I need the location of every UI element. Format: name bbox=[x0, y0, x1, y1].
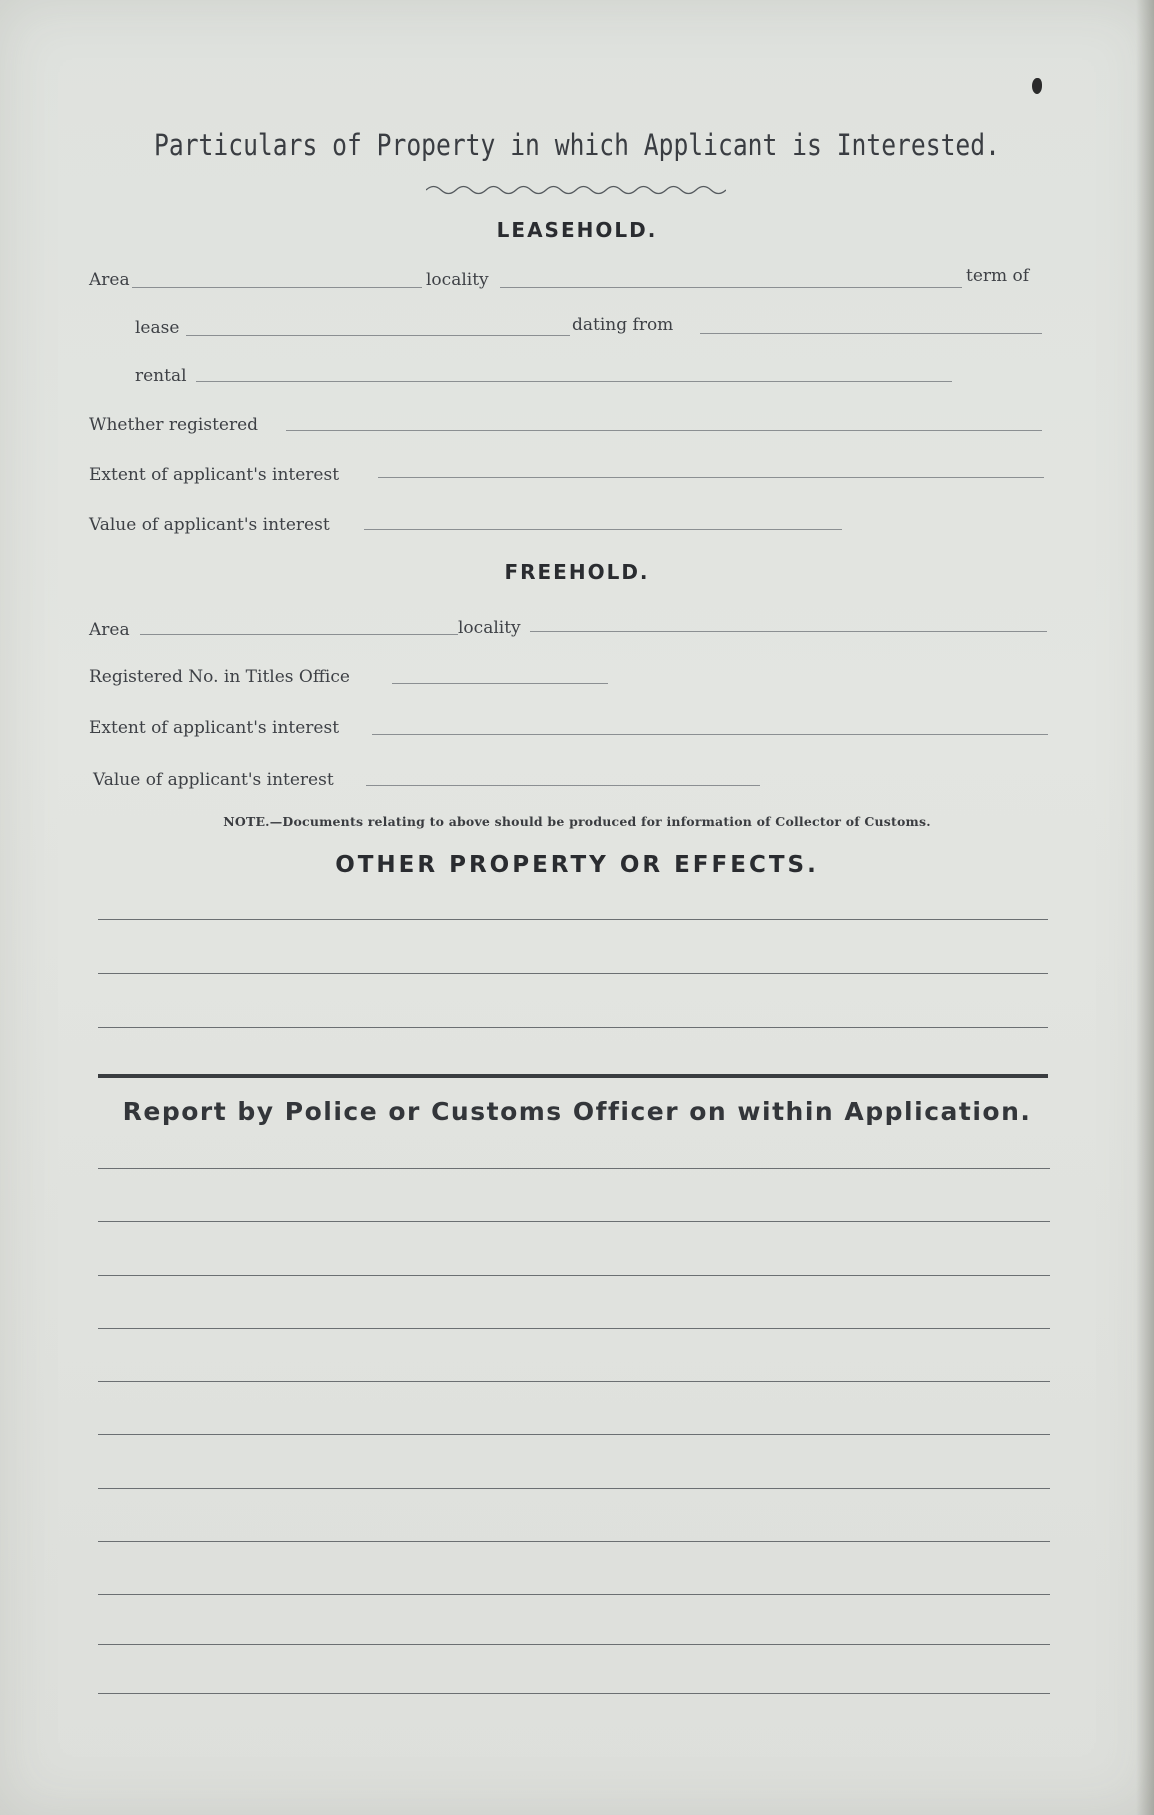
free-area-label: Area bbox=[89, 620, 130, 640]
lease-rental-line[interactable] bbox=[196, 381, 952, 382]
lease-extent-label: Extent of applicant's interest bbox=[89, 465, 340, 485]
lease-registered-label: Whether registered bbox=[89, 415, 259, 435]
lease-term-label: term of bbox=[966, 266, 1030, 286]
lease-dating-label: dating from bbox=[572, 315, 674, 335]
report-line[interactable] bbox=[98, 1434, 1050, 1435]
lease-lease-label: lease bbox=[135, 318, 180, 338]
other-line[interactable] bbox=[98, 919, 1048, 920]
customs-note: NOTE.—Documents relating to above should be produced for information of Collector of Customs. bbox=[223, 814, 931, 829]
free-extent-line[interactable] bbox=[372, 734, 1048, 735]
section-divider bbox=[98, 1074, 1048, 1078]
lease-area-line[interactable] bbox=[132, 287, 422, 288]
title-flourish bbox=[426, 182, 726, 196]
free-value-label: Value of applicant's interest bbox=[93, 770, 334, 790]
ink-mark bbox=[1032, 78, 1042, 94]
report-line[interactable] bbox=[98, 1541, 1050, 1542]
free-locality-label: locality bbox=[458, 618, 521, 638]
report-line[interactable] bbox=[98, 1275, 1050, 1276]
free-area-line[interactable] bbox=[140, 634, 458, 635]
lease-rental-label: rental bbox=[135, 366, 187, 386]
lease-value-line[interactable] bbox=[364, 529, 842, 530]
report-heading: Report by Police or Customs Officer on within Application. bbox=[122, 1097, 1032, 1126]
lease-lease-line[interactable] bbox=[186, 335, 570, 336]
free-value-line[interactable] bbox=[366, 785, 760, 786]
report-line[interactable] bbox=[98, 1381, 1050, 1382]
lease-extent-line[interactable] bbox=[378, 477, 1044, 478]
other-line[interactable] bbox=[98, 973, 1048, 974]
report-line[interactable] bbox=[98, 1328, 1050, 1329]
report-line[interactable] bbox=[98, 1168, 1050, 1169]
report-line[interactable] bbox=[98, 1594, 1050, 1595]
free-registered-label: Registered No. in Titles Office bbox=[89, 667, 350, 687]
page-title: Particulars of Property in which Applicant is Interested. bbox=[154, 128, 1000, 162]
lease-value-label: Value of applicant's interest bbox=[89, 515, 330, 535]
free-registered-line[interactable] bbox=[392, 683, 608, 684]
lease-locality-label: locality bbox=[426, 270, 489, 290]
other-property-heading: OTHER PROPERTY OR EFFECTS. bbox=[335, 852, 819, 878]
lease-area-label: Area bbox=[89, 270, 130, 290]
other-line[interactable] bbox=[98, 1027, 1048, 1028]
report-line[interactable] bbox=[98, 1488, 1050, 1489]
free-extent-label: Extent of applicant's interest bbox=[89, 718, 340, 738]
lease-dating-line[interactable] bbox=[700, 333, 1042, 334]
report-line[interactable] bbox=[98, 1693, 1050, 1694]
free-locality-line[interactable] bbox=[530, 631, 1047, 632]
lease-registered-line[interactable] bbox=[286, 430, 1042, 431]
report-line[interactable] bbox=[98, 1221, 1050, 1222]
freehold-heading: FREEHOLD. bbox=[504, 560, 650, 584]
leasehold-heading: LEASEHOLD. bbox=[496, 218, 658, 242]
report-line[interactable] bbox=[98, 1644, 1050, 1645]
lease-locality-line[interactable] bbox=[500, 287, 962, 288]
